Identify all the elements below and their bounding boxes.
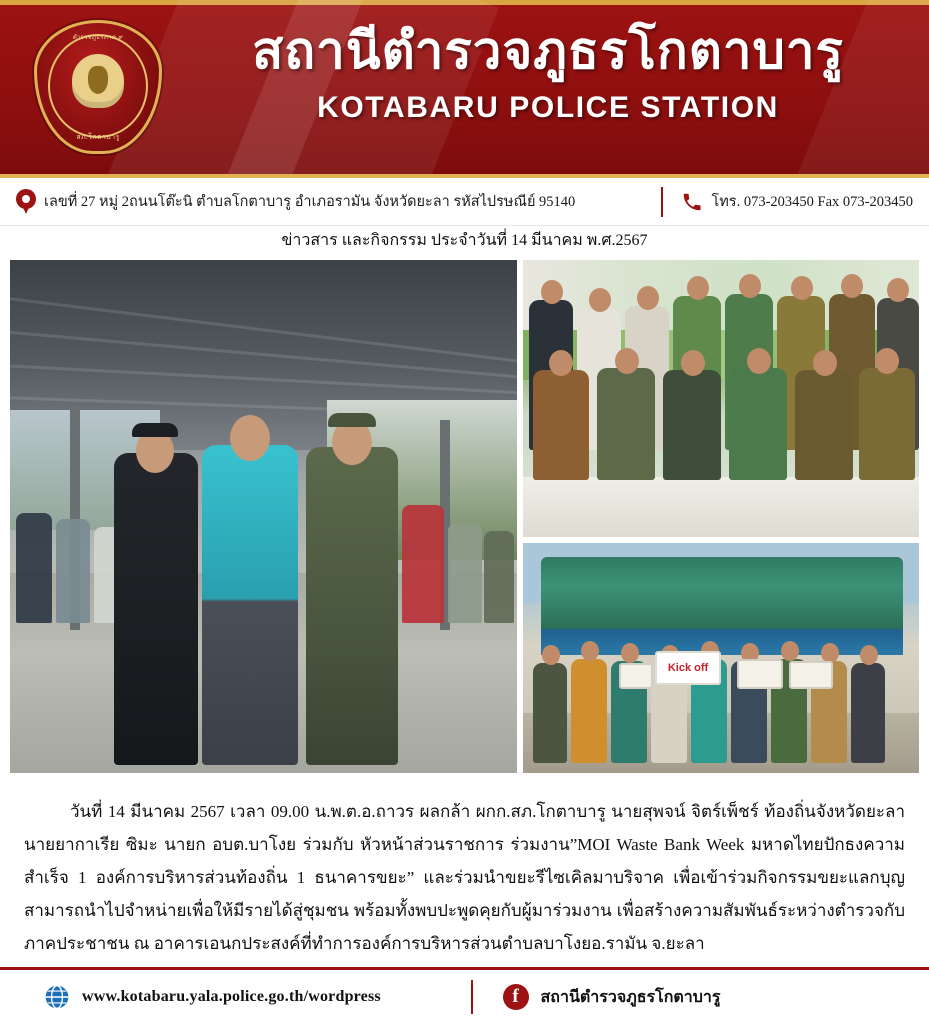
footer-facebook-block[interactable] <box>471 980 929 1014</box>
article-body: วันที่ 14 มีนาคม 2567 เวลา 09.00 น.พ.ต.อ.ถาวร ผลกล้า ผกก.สภ.โกตาบารู นายสุพจน์ จิตร์เพ็ชร์ ท้องถิ่นจังหวัดยะลา นายยากาเรีย ซิมะ นายก อบต.บาโงย ร่วมกับ หัวหน้าส่วนราชการ ร่วมงาน”MOI Waste Bank Week มหาดไทยปักธงความสำเร็จ 1 องค์การบริหารส่วนท้องถิ่น 1 ธนาคารขยะ” และร่วมนำขยะรีไซเคิลมาบริจาค เพื่อเข้าร่วมกิจกรรมขยะแลกบุญสามารถนำไปจำหน่ายเพื่อให้มีรายได้สู่ชุมชน พร้อมทั้งพบปะพูดคุยกับผู้มาร่วมงาน เพื่อสร้างความสัมพันธ์ระหว่างตำรวจกับภาคประชาชน ณ อาคารเอนกประสงค์ที่ทำการองค์การบริหารส่วนตำบลบาโงยอ.รามัน จ.ยะลา <box>24 802 905 953</box>
kickoff-banner-label: Kick off <box>655 651 721 685</box>
header-title-block <box>185 18 911 128</box>
facebook-icon: f <box>503 984 529 1010</box>
footer-website-block[interactable] <box>0 984 471 1010</box>
page-header <box>0 0 929 178</box>
photo-tent-activity <box>523 543 919 773</box>
phone-text: โทร. 073-203450 Fax 073-203450 <box>711 194 913 210</box>
photo3-tent-canopy <box>541 557 903 629</box>
police-crest-logo <box>28 16 170 166</box>
crest-bottom-label: สภ.โกตาบารู <box>76 133 120 141</box>
photo-grid <box>0 260 929 779</box>
news-date-bar: ข่าวสาร และกิจกรรม ประจำวันที่ 14 มีนาคม พ.ศ.2567 <box>0 226 929 260</box>
photo-officers-group <box>10 260 517 773</box>
photo1-cap-1 <box>132 423 178 437</box>
phone-block <box>661 187 929 217</box>
photo-right-column <box>523 260 919 779</box>
address-text: เลขที่ 27 หมู่ 2ถนนโต๊ะนิ ตำบลโกตาบารู อำเภอรามัน จังหวัดยะลา รหัสไปรษณีย์ 95140 <box>44 194 576 210</box>
garuda-emblem-icon <box>72 54 124 108</box>
crest-top-label: ตำรวจภูธรภาค ๙ <box>72 35 124 41</box>
photo-stage-group <box>523 260 919 537</box>
page-title-english: KOTABARU POLICE STATION <box>317 91 779 124</box>
facebook-page-name[interactable]: สถานีตำรวจภูธรโกตาบารู <box>540 988 721 1006</box>
location-pin-icon <box>16 189 36 215</box>
photo1-head-2 <box>230 415 270 461</box>
photo2-floor <box>523 477 919 537</box>
photo1-cap-3 <box>328 413 376 427</box>
photo1-official-center <box>202 445 298 765</box>
website-url[interactable]: www.kotabaru.yala.police.go.th/wordpress <box>82 988 381 1005</box>
page-footer <box>0 967 929 1024</box>
contact-bar <box>0 178 929 226</box>
globe-icon <box>44 984 70 1010</box>
phone-icon <box>681 191 703 213</box>
page-title-thai: สถานีตำรวจภูธรโกตาบารู <box>252 22 844 79</box>
photo1-officer-female <box>114 453 198 765</box>
photo1-officer-male <box>306 447 398 765</box>
address-block <box>0 189 661 215</box>
